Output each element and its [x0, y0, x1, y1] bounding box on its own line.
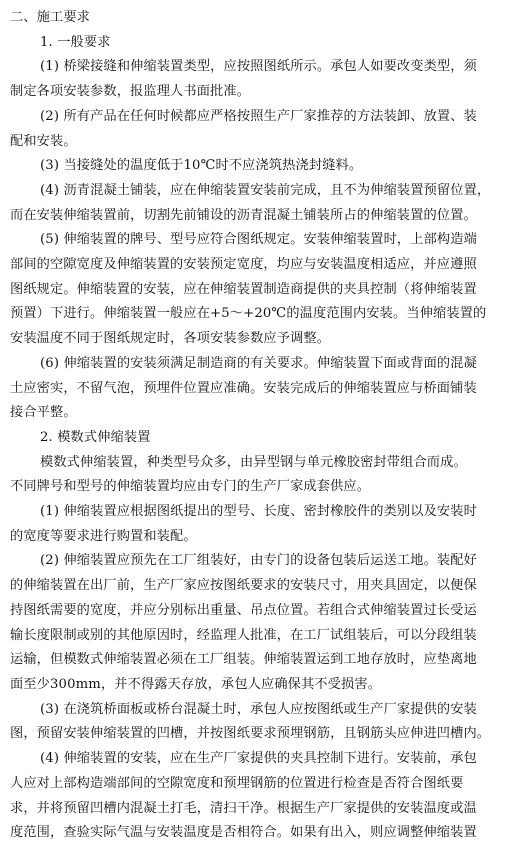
paragraph-line: (5) 伸缩装置的牌号、型号应符合图纸规定。安装伸缩装置时，上部构造端 [40, 232, 477, 248]
paragraph-line: (3) 当接缝处的温度低于10℃时不应浇筑热浇封缝料。 [40, 158, 363, 174]
paragraph-line: 持图纸需要的宽度，并应分别标出重量、吊点位置。若组合式伸缩装置过长受运 [10, 602, 477, 618]
paragraph-line: 预置）下进行。伸缩装置一般应在+5～+20℃的温度范围内安装。当伸缩装置的 [10, 306, 487, 322]
paragraph-line: 安装温度不同于图纸规定时，各项安装参数应予调整。 [10, 331, 331, 347]
paragraph-line: 的伸缩装置在出厂前，生产厂家应按图纸要求的安装尺寸，用夹具固定，以便保 [10, 578, 477, 594]
paragraph-line: 运输，但模数式伸缩装置必须在工厂组装。伸缩装置运到工地存放时，应垫离地 [10, 652, 477, 668]
paragraph-line: 配和安装。 [10, 133, 77, 149]
paragraph-line: (6) 伸缩装置的安装须满足制造商的有关要求。伸缩装置下面或背面的混凝 [40, 355, 477, 371]
paragraph-line: 不同牌号和型号的伸缩装置均应由专门的生产厂家成套供应。 [10, 479, 371, 495]
paragraph-line: 输长度限制或别的其他原因时，经监理人批准，在工厂试组装后，可以分段组装 [10, 627, 477, 643]
paragraph-line: (1) 伸缩装置应根据图纸提出的型号、长度、密封橡胶件的类别以及安装时 [40, 504, 477, 520]
subsection-heading-modular: 2. 模数式伸缩装置 [40, 429, 151, 445]
paragraph-line: (1) 桥梁接缝和伸缩装置类型，应按照图纸所示。承包人如要改变类型，须 [40, 59, 477, 75]
paragraph-line: 的宽度等要求进行购置和装配。 [10, 528, 197, 544]
section-heading: 二、施工要求 [10, 10, 91, 25]
paragraph-line: (2) 伸缩装置应预先在工厂组装好，由专门的设备包装后运送工地。装配好 [40, 553, 477, 569]
paragraph-line: 求，并将预留凹槽内混凝土打毛，清扫干净。根据生产厂家提供的安装温度或温 [10, 800, 477, 816]
paragraph-line: (2) 所有产品在任何时候都应严格按照生产厂家推荐的方法装卸、放置、装 [40, 108, 477, 124]
paragraph-line: 制定各项安装参数，报监理人书面批准。 [10, 84, 251, 100]
paragraph-line: 而在安装伸缩装置前，切割先前铺设的沥青混凝土铺装所占的伸缩装置的位置。 [10, 207, 477, 223]
paragraph-line: 面至少300mm，并不得露天存放，承包人应确保其不受损害。 [10, 676, 382, 692]
paragraph-line: 部间的空隙宽度及伸缩装置的安装预定宽度，均应与安装温度相适应，并应遵照 [10, 257, 477, 273]
paragraph-line: 接合平整。 [10, 405, 77, 421]
paragraph-line: 人应对上部构造端部间的空隙宽度和预埋钢筋的位置进行检查是否符合图纸要 [10, 775, 464, 791]
paragraph-line: 土应密实，不留气泡，预埋件位置应准确。安装完成后的伸缩装置应与桥面铺装 [10, 380, 477, 396]
paragraph-line: 图纸规定。伸缩装置的安装，应在伸缩装置制造商提供的夹具控制（将伸缩装置 [10, 281, 477, 297]
paragraph-line: (3) 在浇筑桥面板或桥台混凝土时，承包人应按图纸或生产厂家提供的安装 [40, 701, 477, 717]
paragraph-line: (4) 沥青混凝土铺装，应在伸缩装置安装前完成，且不为伸缩装置预留位置， [40, 182, 491, 198]
paragraph-line: (4) 伸缩装置的安装，应在生产厂家提供的夹具控制下进行。安装前，承包 [40, 751, 477, 767]
paragraph-line: 图，预留安装伸缩装置的凹槽，并按图纸要求预埋钢筋，且钢筋头应伸进凹槽内。 [10, 726, 491, 742]
paragraph-line: 模数式伸缩装置，种类型号众多，由异型钢与单元橡胶密封带组合而成。 [40, 454, 467, 470]
subsection-heading-general: 1. 一般要求 [40, 34, 111, 50]
paragraph-line: 度范围，查验实际气温与安装温度是否相符合。如果有出入，则应调整伸缩装置 [10, 825, 477, 841]
